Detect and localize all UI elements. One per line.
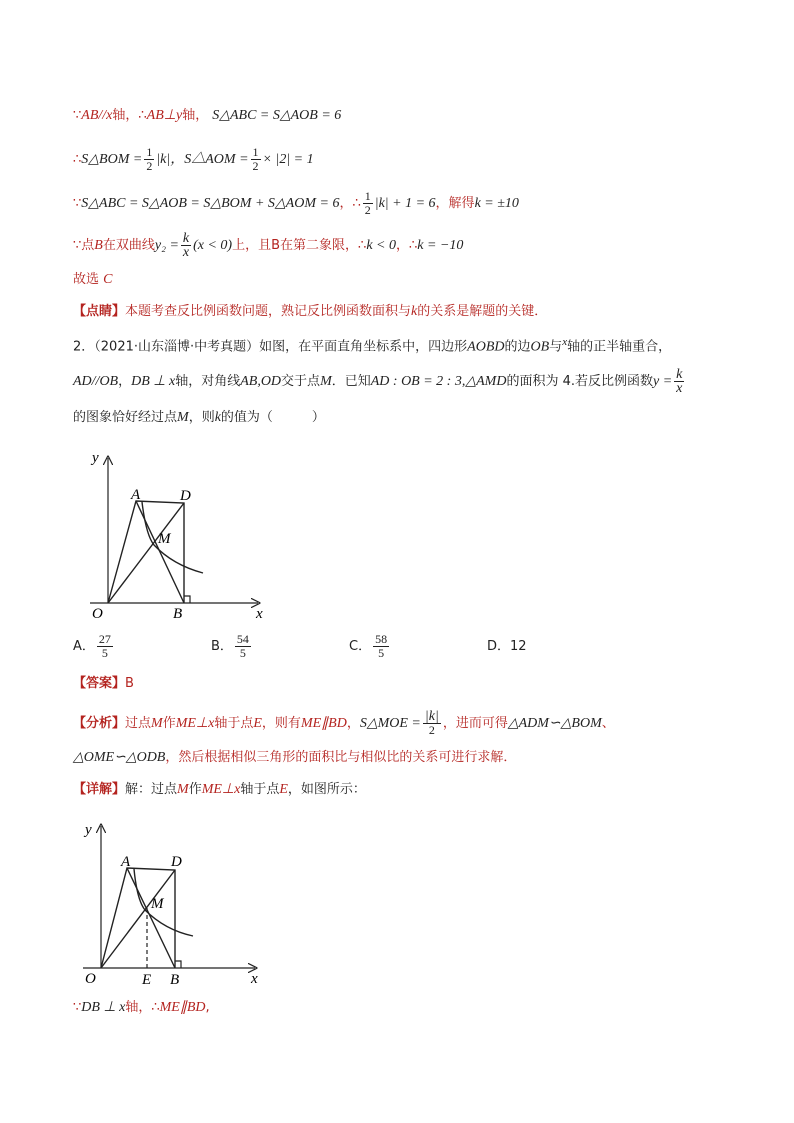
abs-k: |k| xyxy=(156,152,171,167)
option-a[interactable] xyxy=(73,632,115,662)
label-o: O xyxy=(92,606,103,622)
text: 、 xyxy=(601,716,615,731)
db-perp-x: DB ⊥ x xyxy=(81,1000,126,1015)
detail-tag: 【详解】 xyxy=(73,782,126,797)
detail-line xyxy=(73,780,366,800)
option-d[interactable] xyxy=(487,632,527,662)
label-d: D xyxy=(171,854,182,870)
fraction-k-x xyxy=(674,368,684,395)
frac-den: x xyxy=(182,245,190,260)
text: ，∴ xyxy=(396,238,418,253)
point-e: E xyxy=(253,716,262,731)
option-letter: C． xyxy=(349,639,372,654)
text: ∵点 xyxy=(73,238,95,253)
point-m: M xyxy=(151,716,163,731)
label-e: E xyxy=(142,972,152,988)
option-fraction xyxy=(97,633,113,660)
fraction-half xyxy=(144,146,154,173)
text: 本题考查反比例函数问题，熟记反比例函数面积与 xyxy=(125,304,412,319)
text: 轴的正半轴重合， xyxy=(567,339,672,355)
question-line-2 xyxy=(73,368,686,395)
me-parallel-bd: ME∥BD xyxy=(300,716,347,731)
point-b: B xyxy=(271,238,281,253)
text: 作 xyxy=(188,782,202,797)
frac-num: k xyxy=(676,367,683,382)
side-ob: OB xyxy=(530,339,550,355)
label-o: O xyxy=(85,971,96,987)
option-fraction xyxy=(373,633,389,660)
area-aom-value: × |2| = 1 xyxy=(262,152,314,167)
x-axis-label: x xyxy=(562,336,568,348)
area-moe: S△MOE = xyxy=(359,716,421,731)
function-label: y = xyxy=(653,374,673,389)
diagonal-ab xyxy=(136,501,184,603)
curve-label: y₂ = xyxy=(154,238,179,253)
quad-name: AOBD xyxy=(467,339,505,355)
answer-value: B xyxy=(125,676,134,691)
diagonals: AB,OD xyxy=(240,374,282,389)
fraction-half-3 xyxy=(363,190,373,217)
frac-num: k xyxy=(182,231,190,246)
frac-den: 5 xyxy=(97,646,113,660)
because-symbol: ∵ xyxy=(73,196,82,211)
final-line xyxy=(73,998,210,1018)
text: 解：过点 xyxy=(125,782,178,797)
frac-den: 2 xyxy=(146,159,153,173)
right-angle-mark xyxy=(175,961,181,968)
dianjing-line xyxy=(73,302,547,322)
me-perp-x: ME⊥x xyxy=(201,782,241,797)
k-result: k = ±10 xyxy=(474,196,519,211)
question-number: 2． xyxy=(73,339,95,355)
text: 故选 xyxy=(73,272,100,287)
therefore-symbol: ，∴ xyxy=(339,196,361,211)
frac-num: 1 xyxy=(146,145,153,159)
text: ，则有 xyxy=(261,716,301,731)
frac-den: 2 xyxy=(364,203,371,217)
db-perp-x: DB ⊥ x xyxy=(131,374,176,389)
ad-parallel-ob: AD//OB xyxy=(73,374,119,389)
option-letter: A． xyxy=(73,639,95,654)
frac-num: 1 xyxy=(364,189,371,203)
text: ，如图所示： xyxy=(287,782,366,797)
me-parallel-bd: ME∥BD xyxy=(159,1000,206,1015)
answer-tag: 【答案】 xyxy=(73,676,126,691)
triangle-amd: △AMD xyxy=(465,374,507,389)
label-b: B xyxy=(170,972,180,988)
area-bom: S△BOM = xyxy=(81,152,143,167)
frac-den: 5 xyxy=(373,646,389,660)
fraction-half-2 xyxy=(251,146,261,173)
answer-line xyxy=(73,674,134,694)
question-line-3 xyxy=(73,408,325,428)
figure-2 xyxy=(75,818,275,993)
option-value: 12 xyxy=(510,639,527,654)
text: 的边 xyxy=(504,339,531,355)
text: , xyxy=(205,1000,210,1015)
text: ， xyxy=(118,374,132,389)
label-m: M xyxy=(158,531,171,547)
text: 作 xyxy=(162,716,176,731)
solution-line-2 xyxy=(73,146,314,173)
text: 轴， xyxy=(182,108,209,123)
parallel-statement: AB//x xyxy=(81,108,113,123)
k: k xyxy=(411,304,418,319)
area-aom: ，S△AOM = xyxy=(170,152,249,167)
text: ，进而可得 xyxy=(442,716,508,731)
text: ．已知 xyxy=(331,374,371,389)
text: 的图象恰好经过点 xyxy=(73,410,178,425)
text: ，然后根据相似三角形的面积比与相似比的关系可进行求解． xyxy=(165,750,517,765)
choice: C xyxy=(103,272,113,287)
solution-line-1 xyxy=(73,106,341,126)
question-source: （2021·山东淄博·中考真题） xyxy=(94,339,260,355)
analysis-line-1 xyxy=(73,710,615,737)
point-m: M xyxy=(320,374,332,389)
frac-den: 2 xyxy=(252,159,259,173)
option-letter: D． xyxy=(487,639,511,654)
label-a: A xyxy=(121,854,131,870)
frac-num: 58 xyxy=(375,632,388,646)
label-x: x xyxy=(251,971,258,987)
label-x: x xyxy=(256,606,263,622)
domain-condition: (x < 0) xyxy=(193,238,233,253)
text: 交于点 xyxy=(281,374,321,389)
area-sum-formula: S△ABC = S△AOB = S△BOM + S△AOM = 6 xyxy=(81,196,340,211)
frac-num: 27 xyxy=(98,632,111,646)
point-m: M xyxy=(177,410,189,425)
diagonal-od xyxy=(101,870,175,968)
me-perp-x: ME⊥x xyxy=(175,716,215,731)
text: 与 xyxy=(549,339,563,355)
frac-den: 2 xyxy=(423,723,441,737)
k-negative: k < 0 xyxy=(366,238,396,253)
frac-den: 5 xyxy=(235,646,251,660)
option-fraction xyxy=(235,633,251,660)
text: 过点 xyxy=(125,716,152,731)
similar-triangles-2: △OME∽△ODB xyxy=(73,750,166,765)
right-angle-mark xyxy=(184,596,190,603)
text: 轴，对角线 xyxy=(175,374,241,389)
text: 轴于点 xyxy=(214,716,254,731)
text: 上，且 xyxy=(232,238,272,253)
analysis-line-2 xyxy=(73,748,516,768)
text: 轴，∴ xyxy=(112,108,147,123)
label-m: M xyxy=(151,896,164,912)
point-b: B xyxy=(94,238,103,253)
text: ， xyxy=(346,716,360,731)
text: 的面积为 4.若反比例函数 xyxy=(506,374,653,389)
text: ，则 xyxy=(188,410,215,425)
text: 轴于点 xyxy=(240,782,280,797)
similar-triangles-1: △ADM∽△BOM xyxy=(507,716,602,731)
text: 在双曲线 xyxy=(102,238,155,253)
ratio: AD : OB = 2 : 3, xyxy=(370,374,466,389)
therefore-symbol: ∴ xyxy=(73,152,82,167)
solution-line-4 xyxy=(73,232,463,259)
question-line-1 xyxy=(73,332,671,357)
frac-num: |k| xyxy=(424,709,439,724)
label-a: A xyxy=(131,487,141,503)
solution-line-3 xyxy=(73,190,519,217)
area-formula: S△ABC = S△AOB = 6 xyxy=(212,108,342,123)
k-value: k = −10 xyxy=(417,238,464,253)
point-e: E xyxy=(279,782,288,797)
diagonal-od xyxy=(108,503,184,603)
fraction-abs-k-2 xyxy=(423,710,441,737)
frac-den: x xyxy=(676,381,683,396)
because-symbol: ∵ xyxy=(73,108,82,123)
solution-line-5 xyxy=(73,270,113,290)
perpendicular-statement: AB⊥y xyxy=(146,108,183,123)
label-d: D xyxy=(180,488,191,504)
text: 的关系是解题的关键． xyxy=(417,304,548,319)
k: k xyxy=(214,410,221,425)
text: 轴，∴ xyxy=(125,1000,160,1015)
option-letter: B． xyxy=(211,639,233,654)
label-y: y xyxy=(85,822,92,838)
text: ，解得 xyxy=(435,196,475,211)
text: 的值为（ ） xyxy=(220,410,325,425)
option-c[interactable] xyxy=(349,632,391,662)
because-symbol: ∵ xyxy=(73,1000,82,1015)
figure-1 xyxy=(78,450,278,625)
text: 在第二象限，∴ xyxy=(280,238,367,253)
diagonal-ab xyxy=(127,868,175,968)
label-y: y xyxy=(92,450,99,466)
frac-num: 1 xyxy=(252,145,259,159)
option-b[interactable] xyxy=(211,632,253,662)
analysis-tag: 【分析】 xyxy=(73,716,126,731)
hyperbola xyxy=(142,502,203,573)
fraction-k-x xyxy=(181,232,191,259)
equation: |k| + 1 = 6 xyxy=(374,196,436,211)
dianjing-tag: 【点睛】 xyxy=(73,304,126,319)
label-b: B xyxy=(173,606,183,622)
text: 如图，在平面直角坐标系中，四边形 xyxy=(259,339,468,355)
point-m: M xyxy=(177,782,189,797)
frac-num: 54 xyxy=(236,632,249,646)
